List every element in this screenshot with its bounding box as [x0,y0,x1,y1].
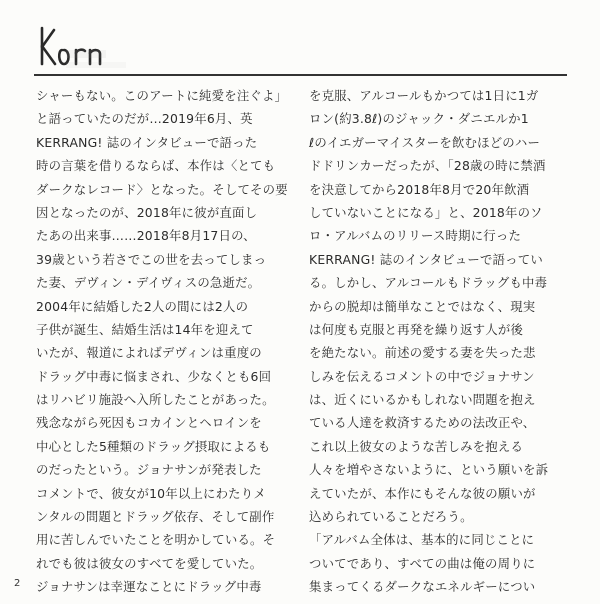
text-line: コメントで、彼女が10年以上にわたりメ [36,485,266,501]
text-line: れでも彼は彼女のすべてを愛していた。 [36,555,263,571]
text-line: 時の言葉を借りるならば、本作は〈とても [36,158,276,174]
text-line: えていたが、本作にもそんな彼の願いが [309,485,536,501]
text-line: る。しかし、アルコールもドラッグも中毒 [309,275,548,291]
right-text-column [309,84,565,599]
text-line: していないことになる」と、2018年のソ [309,204,543,220]
text-line: と語っていたのだが…2019年6月、英 [36,111,253,127]
text-line: ジョナサンは幸運なことにドラッグ中毒 [36,579,262,595]
text-line: いたが、報道によればデヴィンは重度の [36,345,262,361]
text-line: のだったという。ジョナサンが発表した [36,462,262,478]
text-line: 込められていることだろう。 [309,509,473,525]
text-line: しみを伝えるコメントの中でジョナサン [309,368,535,384]
text-line: は、近くにいるかもしれない問題を抱え [309,392,536,408]
text-line: 子供が誕生、結婚生活は14年を迎えて [36,321,254,337]
text-line: 中心とした5種類のドラッグ摂取によるも [36,438,271,454]
text-line: た妻、デヴィン・デイヴィスの急逝だ。 [36,275,261,291]
text-line: 用に苦しんでいたことを明かしている。そ [36,532,276,548]
text-line: はリハビリ施設へ入所したことがあった。 [36,392,275,408]
bleed-through-icon [62,46,162,76]
text-line: を決意してから2018年8月で20年飲酒 [309,181,530,197]
text-line: 因となったのが、2018年に彼が直面し [36,204,258,220]
text-line: 人々を増やさないように、という願いを訴 [309,462,549,478]
text-line: 2004年に結婚した2人の間には2人の [36,298,249,314]
text-line: ℓのイエガーマイスターを飲むほどのハー [309,134,541,150]
text-line: 残念ながら死因もコカインとヘロインを [36,415,262,431]
left-text-column [36,84,292,599]
text-line: からの脱却は簡単なことではなく、現実 [309,298,536,314]
text-line: ついてであり、すべての曲は俺の周りに [309,555,536,571]
text-line: 39歳という若さでこの世を去ってしまっ [36,251,267,267]
text-line: ロン(約3.8ℓ)のジャック・ダニエルか1 [309,111,529,127]
text-line: は何度も克服と再発を繰り返す人が後 [309,321,524,337]
show-through-artifact [62,46,162,76]
text-line: シャーもない。このアートに純愛を注ぐよ」 [36,88,288,103]
text-line: ロ・アルバムのリリース時期に行った [309,228,522,244]
text-line: KERRANG! 誌のインタビューで語った [36,134,258,150]
text-line: ドドリンカーだったが、「28歳の時に禁酒 [309,158,546,174]
text-line: を克服、アルコールもかつては1日に1ガ [309,88,539,103]
text-line: これ以上彼女のような苦しみを抱える [309,438,524,454]
text-line: ダークなレコード〉となった。そしてその要 [36,181,288,197]
text-line: ドラッグ中毒に悩まされ、少なくとも6回 [36,368,272,384]
text-line: ンタルの問題とドラッグ依存、そして副作 [36,509,275,525]
text-line: たあの出来事……2018年8月17日の、 [36,228,256,244]
text-line: を絶たない。前述の愛する妻を失った悲 [309,345,536,361]
text-line: 「アルバム全体は、基本的に同じことに [309,532,535,548]
page-number: 2 [14,578,21,589]
text-line: 集まってくるダークなエネルギーについ [309,579,536,595]
text-line: KERRANG! 誌のインタビューで語ってい [309,251,543,267]
header-rule [34,74,567,76]
text-line: ている人達を救済するための法改正や、 [309,415,536,431]
